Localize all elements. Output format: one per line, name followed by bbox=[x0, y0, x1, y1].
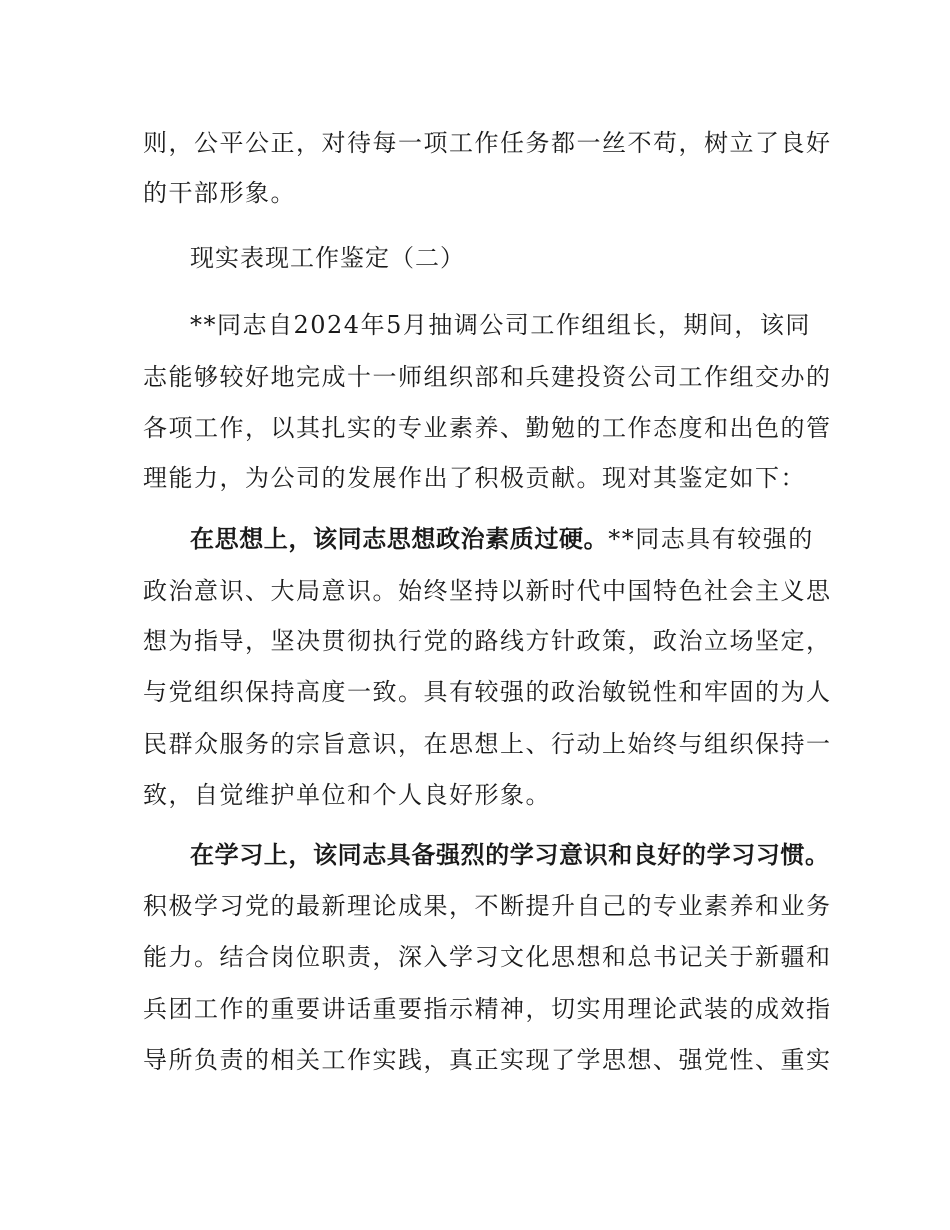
paragraph-line: 则，公平公正，对待每一项工作任务都一丝不苟，树立了良好 bbox=[143, 129, 832, 157]
paragraph-line: 志能够较好地完成十一师组织部和兵建投资公司工作组交办的 bbox=[143, 363, 832, 391]
paragraph-line bbox=[190, 524, 830, 554]
paragraph-line: 致，自觉维护单位和个人良好形象。 bbox=[143, 781, 551, 809]
paragraph-line: 想为指导，坚决贯彻执行党的路线方针政策，政治立场坚定， bbox=[143, 627, 832, 655]
paragraph-line: 民群众服务的宗旨意识，在思想上、行动上始终与组织保持一 bbox=[143, 730, 832, 758]
paragraph-line: 政治意识、大局意识。始终坚持以新时代中国特色社会主义思 bbox=[143, 577, 832, 605]
section-title: 现实表现工作鉴定（二） bbox=[190, 244, 465, 272]
paragraph-line: 各项工作，以其扎实的专业素养、勤勉的工作态度和出色的管 bbox=[143, 414, 832, 442]
paragraph-line: 能力。结合岗位职责，深入学习文化思想和总书记关于新疆和 bbox=[143, 943, 832, 971]
paragraph-line: 积极学习党的最新理论成果，不断提升自己的专业素养和业务 bbox=[143, 892, 832, 920]
paragraph-lead: 在思想上，该同志思想政治素质过硬。 bbox=[190, 525, 609, 553]
paragraph-text: **同志具有较强的 bbox=[608, 525, 814, 553]
paragraph-line: 导所负责的相关工作实践，真正实现了学思想、强党性、重实 bbox=[143, 1046, 832, 1074]
paragraph-line: 的干部形象。 bbox=[143, 179, 296, 207]
paragraph-line: 理能力，为公司的发展作出了积极贡献。现对其鉴定如下： bbox=[143, 464, 806, 492]
paragraph-lead: 在学习上，该同志具备强烈的学习意识和良好的学习习惯。 bbox=[190, 841, 830, 869]
paragraph-line: **同志自2024年5月抽调公司工作组组长，期间，该同 bbox=[190, 311, 811, 339]
paragraph-line: 兵团工作的重要讲话重要指示精神，切实用理论武装的成效指 bbox=[143, 995, 832, 1023]
paragraph-line: 与党组织保持高度一致。具有较强的政治敏锐性和牢固的为人 bbox=[143, 678, 832, 706]
